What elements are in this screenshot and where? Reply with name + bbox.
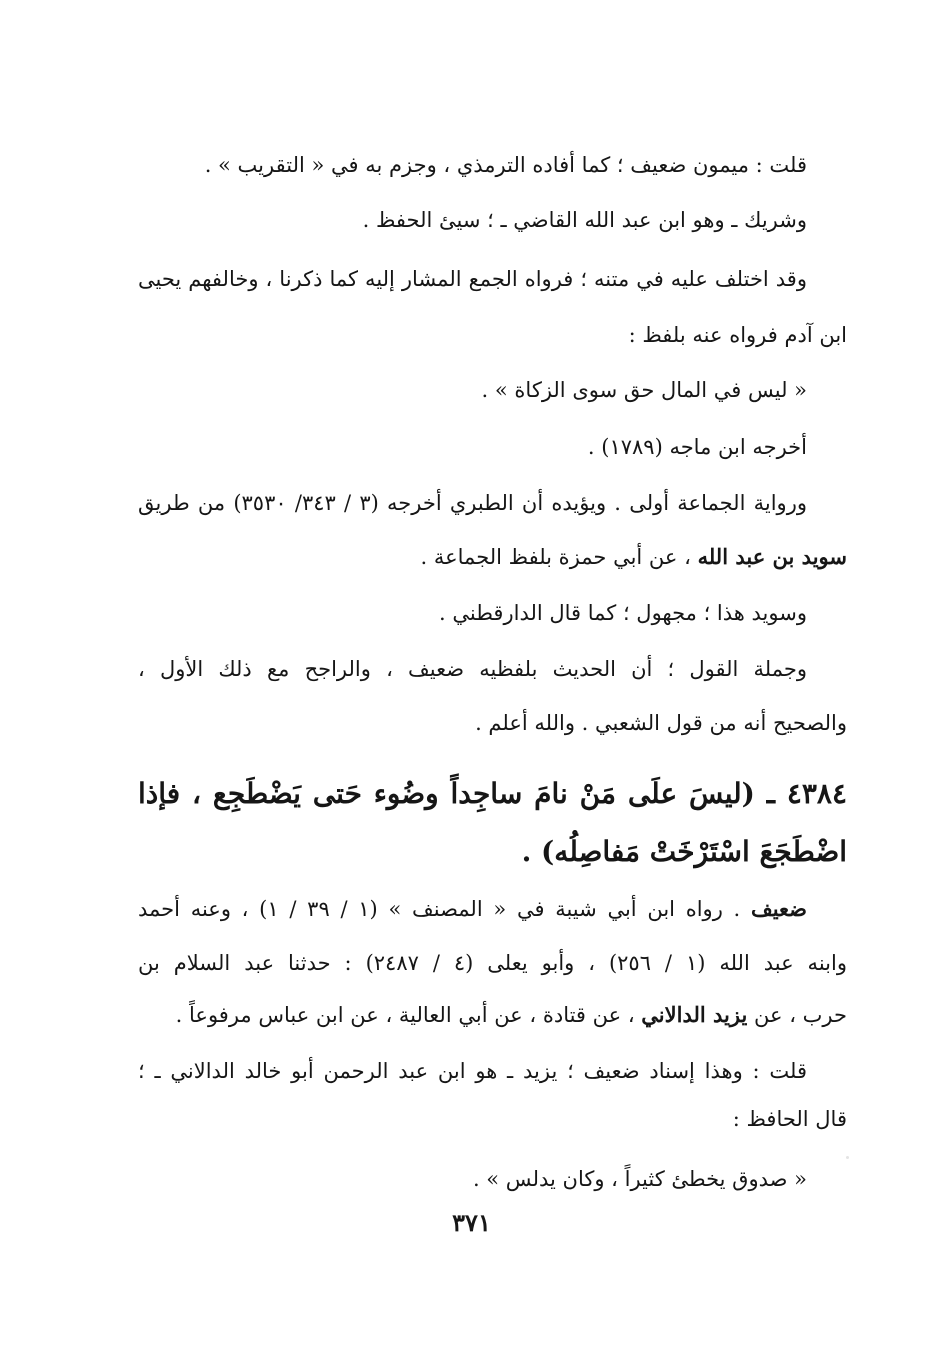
quote-line-2: « صدوق يخطئ كثيراً ، وكان يدلس » .	[472, 1167, 807, 1191]
text-line-9: وجملة القول ؛ أن الحديث بلفظيه ضعيف ، والراجح مع ذلك الأول ،	[138, 657, 807, 681]
text-line-8: وسويد هذا ؛ مجهول ؛ كما قال الدارقطني .	[439, 601, 807, 625]
text-line-3: وقد اختلف عليه في متنه ؛ فرواه الجمع المشار إليه كما ذكرنا ، وخالفهم يحيى	[138, 267, 807, 291]
grading-line-1	[138, 894, 807, 924]
hadith-heading-line-2: اضْطَجَعَ اسْتَرْخَتْ مَفاصِلُه) .	[521, 835, 847, 868]
narrator-name: سويد بن عبد الله	[697, 544, 847, 569]
hadith-heading-line-1: ٤٣٨٤ ـ (ليسَ علَى مَنْ نامَ ساجِداً وضُوء حَتى يَضْطَجِع ، فإذا	[138, 777, 847, 810]
grading-line-3	[176, 1000, 847, 1030]
note-line-1: قلت : وهذا إسناد ضعيف ؛ يزيد ـ هو ابن عبد الرحمن أبو خالد الدالاني ـ ؛	[138, 1059, 807, 1083]
text-line-10: والصحيح أنه من قول الشعبي . والله أعلم .	[475, 711, 847, 735]
text-line-6: ورواية الجماعة أولى . ويؤيده أن الطبري أخرجه (٣ / ٣٤٣/ ٣٥٣٠) من طريق	[138, 491, 807, 515]
text-line-5: أخرجه ابن ماجه (١٧٨٩) .	[587, 435, 807, 459]
grading-line-3-b: ، عن قتادة ، عن أبي العالية ، عن ابن عباس مرفوعاً .	[175, 1003, 642, 1027]
text-line-7	[421, 542, 847, 572]
narrator-yazid: يزيد الدالاني	[641, 1002, 748, 1027]
grading-line-3-a: حرب ، عن	[747, 1003, 847, 1027]
text-line-2: وشريك ـ وهو ابن عبد الله القاضي ـ ؛ سيئ الحفظ .	[362, 208, 807, 232]
grading-line-2: وابنه عبد الله (١ / ٢٥٦) ، وأبو يعلى (٤ / ٢٤٨٧) : حدثنا عبد السلام بن	[138, 951, 847, 975]
page-number: ٣٧١	[452, 1208, 491, 1237]
note-line-2: قال الحافظ :	[732, 1107, 847, 1131]
grading-label: ضعيف	[750, 896, 807, 921]
quote-line-1: « ليس في المال حق سوى الزكاة » .	[481, 378, 807, 402]
text-line-7-rest: ، عن أبي حمزة بلفظ الجماعة .	[420, 545, 698, 569]
scan-speck	[846, 1156, 849, 1159]
text-line-1: قلت : ميمون ضعيف ؛ كما أفاده الترمذي ، وجزم به في « التقريب » .	[204, 153, 807, 177]
text-line-4: ابن آدم فرواه عنه بلفظ :	[628, 323, 847, 347]
grading-line-1-rest: . رواه ابن أبي شيبة في « المصنف » (١ / ٣٩ / ١) ، وعنه أحمد	[138, 897, 751, 921]
